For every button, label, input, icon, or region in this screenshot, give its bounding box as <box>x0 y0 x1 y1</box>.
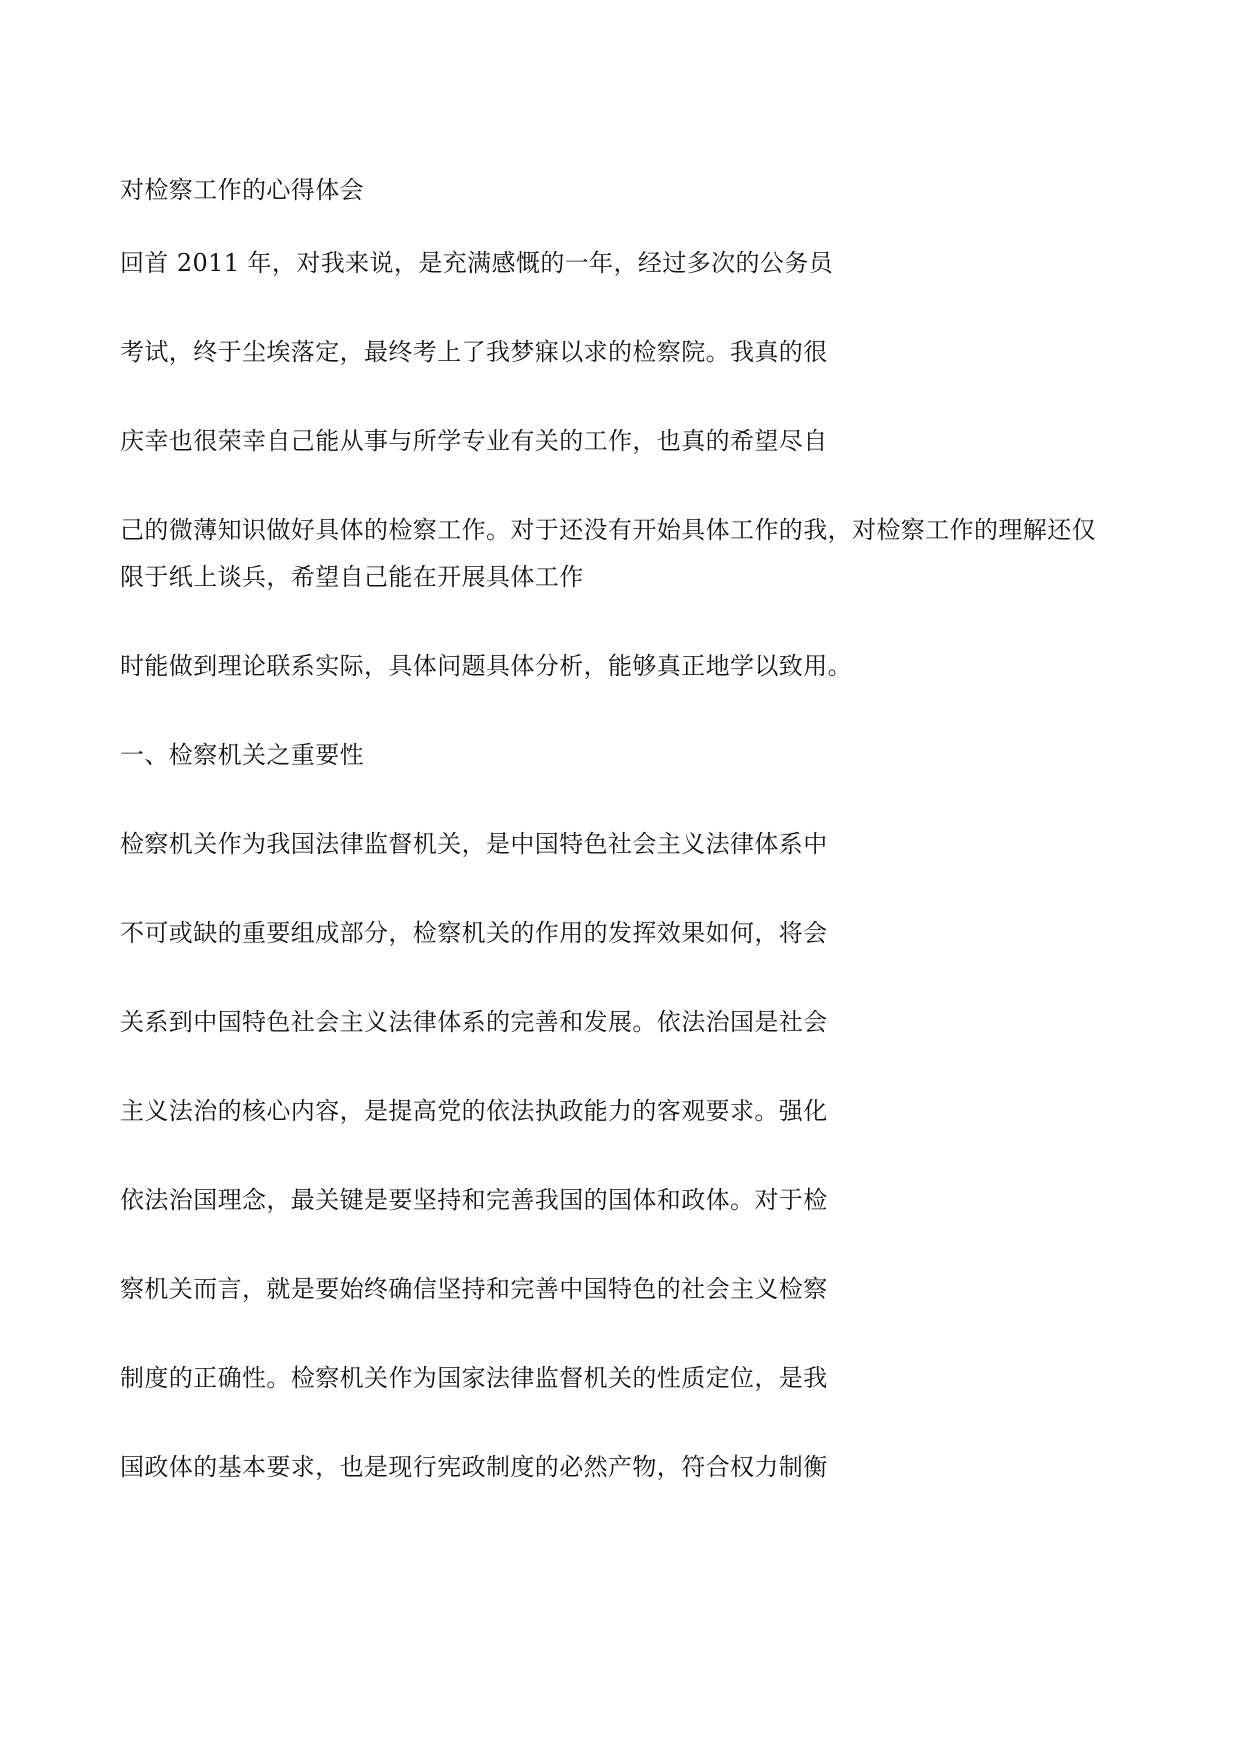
text-line: 己的微薄知识做好具体的检察工作。对于还没有开始具体工作的我，对检察工作的理解还仅 <box>120 516 1096 544</box>
text-line: 不可或缺的重要组成部分，检察机关的作用的发挥效果如何，将会 <box>120 919 828 947</box>
text-line: 检察机关作为我国法律监督机关，是中国特色社会主义法律体系中 <box>120 830 828 858</box>
text-line: 时能做到理论联系实际，具体问题具体分析，能够真正地学以致用。 <box>120 652 852 680</box>
text-line: 主义法治的核心内容，是提高党的依法执政能力的客观要求。强化 <box>120 1097 828 1125</box>
text-line: 限于纸上谈兵，希望自己能在开展具体工作 <box>120 563 584 591</box>
text-line: 庆幸也很荣幸自己能从事与所学专业有关的工作，也真的希望尽自 <box>120 427 828 455</box>
text-line: 考试，终于尘埃落定，最终考上了我梦寐以求的检察院。我真的很 <box>120 338 828 366</box>
text-line: 关系到中国特色社会主义法律体系的完善和发展。依法治国是社会 <box>120 1008 828 1036</box>
document-title: 对检察工作的心得体会 <box>120 176 364 204</box>
text-line: 回首 2011 年，对我来说，是充满感慨的一年，经过多次的公务员 <box>120 249 834 277</box>
text-line: 制度的正确性。检察机关作为国家法律监督机关的性质定位，是我 <box>120 1364 828 1392</box>
text-line: 察机关而言，就是要始终确信坚持和完善中国特色的社会主义检察 <box>120 1275 828 1303</box>
text-line: 国政体的基本要求，也是现行宪政制度的必然产物，符合权力制衡 <box>120 1453 828 1481</box>
section-heading: 一、检察机关之重要性 <box>120 741 364 769</box>
text-line: 依法治国理念，最关键是要坚持和完善我国的国体和政体。对于检 <box>120 1186 828 1214</box>
